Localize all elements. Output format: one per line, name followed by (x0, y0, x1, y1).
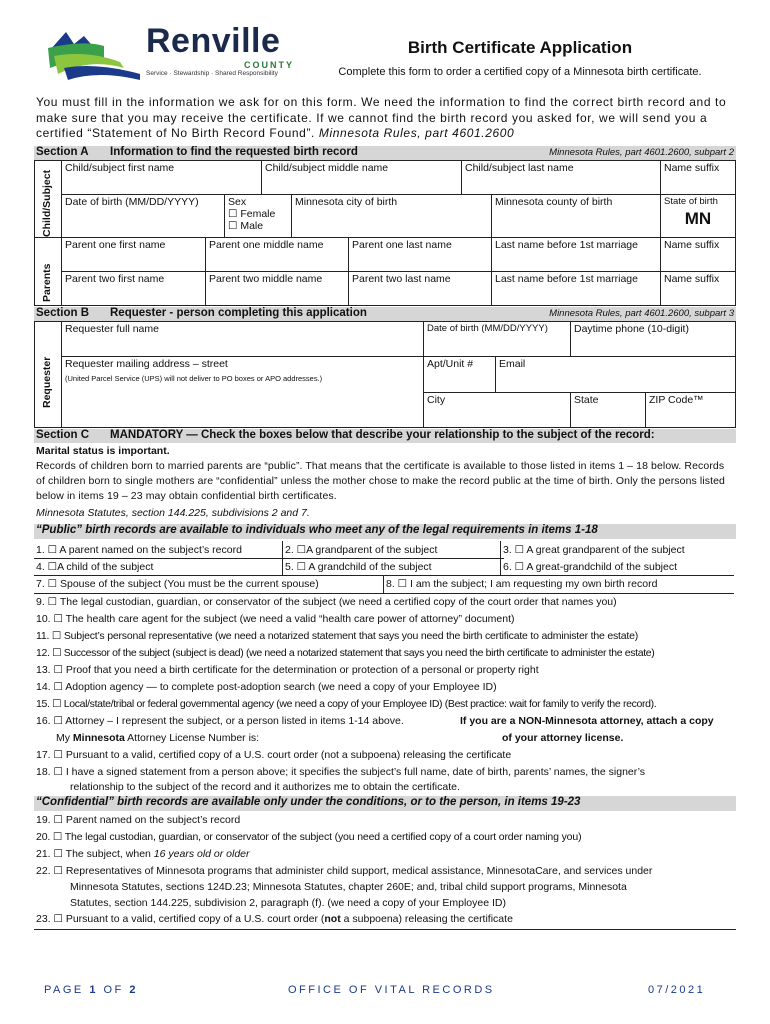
zip-label: ZIP Code™ (649, 394, 704, 406)
parent1-maiden-name-label: Last name before 1st marriage (495, 239, 638, 251)
parent1-middle-name-label: Parent one middle name (209, 239, 324, 251)
apt-unit-label: Apt/Unit # (427, 358, 474, 370)
side-label-parents: Parents (41, 263, 53, 302)
state-field[interactable] (570, 392, 646, 428)
page-title: Birth Certificate Application (407, 38, 633, 57)
option-great-grandparent[interactable]: 3. ☐ A great grandparent of the subject (503, 544, 685, 556)
child-last-name-label: Child/subject last name (465, 162, 574, 174)
parent2-first-name-field[interactable] (61, 271, 206, 306)
section-b-title: Requester - person completing this application (110, 307, 367, 319)
child-first-name-field[interactable] (61, 160, 262, 195)
attorney-note-line1: If you are a NON-Minnesota attorney, attach a copy (460, 715, 714, 727)
section-a-header (34, 146, 736, 160)
requester-address-field[interactable] (61, 356, 424, 428)
sex-label: Sex (228, 196, 247, 208)
attorney-license-line[interactable] (56, 732, 259, 745)
divider (34, 929, 736, 930)
parent2-maiden-name-label: Last name before 1st marriage (495, 273, 638, 285)
ups-note: (United Parcel Service (UPS) will not deliver to PO boxes or APO addresses.) (65, 374, 323, 383)
divider (383, 575, 384, 593)
option-conf-programs-cont1: Minnesota Statutes, sections 124D.23; Minnesota Statutes, chapter 260E; and, tribal child support programs, Minnesota (70, 881, 627, 893)
section-c-title: MANDATORY — Check the boxes below that describe your relationship to the subject of the record: (110, 429, 655, 441)
city-label: City (427, 394, 446, 406)
option-self[interactable]: 8. ☐ I am the subject; I am requesting my own birth record (386, 578, 658, 590)
side-label-child-box (34, 160, 62, 238)
child-name-suffix-field[interactable] (660, 160, 736, 195)
email-label: Email (499, 358, 526, 370)
page-total: 2 (129, 984, 138, 996)
attorney-license-pre: My (56, 732, 73, 744)
child-middle-name-label: Child/subject middle name (265, 162, 389, 174)
male-checkbox[interactable]: ☐ Male (228, 220, 264, 232)
page-subtitle: Complete this form to order a certified copy of a Minnesota birth certificate. (338, 66, 702, 78)
records-paragraph: Records of children born to married parents are “public”. That means that the certificate is available to those listed in items 1 – 18 below. Records of children born to single mothers are “confidential” unless the mother chose to make the record public at the time of birth. Only the persons listed below in items 19 – 23 may obtain confidential birth certificates. (36, 460, 725, 502)
option-government-agency[interactable]: 15. ☐ Local/state/tribal or federal governmental agency (we need a copy of your Employee ID) (Best practice: wait for family to verify the record). (36, 698, 657, 710)
option-conf-subject[interactable] (36, 848, 250, 861)
requester-phone-label: Daytime phone (10-digit) (574, 323, 689, 335)
mn-city-of-birth-label: Minnesota city of birth (295, 196, 398, 208)
parent1-maiden-name-field[interactable] (491, 237, 661, 272)
option-successor[interactable]: 12. ☐ Successor of the subject (subject is dead) (we need a notarized statement that says you need the birth certificate to administer the estate) (36, 647, 655, 659)
parent2-maiden-name-field[interactable] (491, 271, 661, 306)
confidential-records-bar: “Confidential” birth records are available only under the conditions, or to the person, in items 19-23 (34, 796, 736, 811)
option-legal-custodian[interactable]: 9. ☐ The legal custodian, guardian, or conservator of the subject (we need a certified copy of the court order that names you) (36, 596, 617, 608)
option-conf-subject-text: 21. ☐ The subject, when (36, 848, 154, 860)
option-health-care-agent[interactable]: 10. ☐ The health care agent for the subject (we need a valid “health care power of attorney” document) (36, 613, 515, 625)
option-conf-court-order-post: a subpoena) releasing the certificate (340, 913, 513, 925)
zip-field[interactable] (645, 392, 736, 428)
parent1-middle-name-field[interactable] (205, 237, 349, 272)
divider (34, 575, 734, 576)
option-conf-programs-cont2: Statutes, section 144.225, subdivision 2, paragraph (f). (we need a copy of your Employee ID) (70, 897, 506, 909)
parent1-suffix-label: Name suffix (664, 239, 720, 251)
option-spouse[interactable]: 7. ☐ Spouse of the subject (You must be the current spouse) (36, 578, 319, 590)
section-c-header (34, 429, 736, 443)
logo-county: COUNTY (244, 60, 294, 70)
state-of-birth-value: MN (684, 209, 712, 228)
parent1-first-name-field[interactable] (61, 237, 206, 272)
parent1-last-name-field[interactable] (348, 237, 492, 272)
requester-dob-field[interactable] (423, 321, 571, 357)
apt-unit-field[interactable] (423, 356, 496, 393)
option-child[interactable]: 4. ☐A child of the subject (36, 561, 154, 573)
attorney-license-bold: Minnesota (72, 732, 125, 744)
parent1-last-name-label: Parent one last name (352, 239, 452, 251)
requester-full-name-field[interactable] (61, 321, 424, 357)
option-great-grandchild[interactable]: 6. ☐ A great-grandchild of the subject (503, 561, 678, 573)
parent2-suffix-label: Name suffix (664, 273, 720, 285)
page-of: OF (97, 984, 130, 996)
child-last-name-field[interactable] (461, 160, 661, 195)
option-court-order[interactable]: 17. ☐ Pursuant to a valid, certified copy of a U.S. court order (not a subpoena) releasing the certificate (36, 749, 512, 761)
office-name: OFFICE OF VITAL RECORDS (288, 984, 495, 996)
side-label-requester-box (34, 321, 62, 428)
parent2-first-name-label: Parent two first name (65, 273, 165, 285)
mn-county-of-birth-field[interactable] (491, 194, 661, 238)
section-b-label: Section B (36, 307, 90, 319)
requester-dob-label: Date of birth (MM/DD/YYYY) (427, 323, 548, 334)
option-conf-programs[interactable]: 22. ☐ Representatives of Minnesota programs that administer child support, medical assistance, MinnesotaCare, and services under (36, 865, 653, 877)
parent2-last-name-field[interactable] (348, 271, 492, 306)
intro-text: You must fill in the information we ask for on this form. We need the information to find the correct birth record and to make sure that you may receive the certificate. If we cannot find the birth record you asked for, we will send you a certified “Statement of No Birth Record Found”. (36, 95, 727, 140)
option-conf-subject-age: 16 years old or older (153, 848, 250, 860)
divider (34, 558, 504, 559)
section-c-label: Section C (36, 429, 90, 441)
option-grandchild[interactable]: 5. ☐ A grandchild of the subject (285, 561, 432, 573)
parent1-suffix-field[interactable] (660, 237, 736, 272)
parent1-first-name-label: Parent one first name (65, 239, 166, 251)
option-conf-court-order[interactable] (36, 913, 513, 926)
county-logo (44, 22, 294, 82)
email-field[interactable] (495, 356, 736, 393)
public-records-bar: “Public” birth records are available to individuals who meet any of the legal requirements in items 1-18 (34, 524, 736, 539)
female-checkbox[interactable]: ☐ Female (228, 208, 276, 220)
divider (500, 541, 501, 575)
section-b-rule: Minnesota Rules, part 4601.2600, subpart 3 (549, 308, 734, 319)
option-proof-of-need[interactable]: 13. ☐ Proof that you need a birth certificate for the determination or protection of a personal or property right (36, 664, 539, 676)
side-label-parents-box (34, 237, 62, 306)
option-conf-court-order-pre: 23. ☐ Pursuant to a valid, certified copy of a U.S. court order ( (36, 913, 325, 925)
mn-county-of-birth-label: Minnesota county of birth (495, 196, 613, 208)
logo-tagline: Service · Stewardship · Shared Responsibility (146, 70, 278, 77)
option-signed-statement-cont: relationship to the subject of the record and it authorizes me to obtain the certificate. (70, 781, 460, 793)
section-b-header (34, 307, 736, 321)
requester-full-name-label: Requester full name (65, 323, 159, 335)
page-number: 1 (89, 984, 98, 996)
attorney-note-line2: of your attorney license. (502, 732, 624, 744)
marital-status-note: Marital status is important. (36, 445, 170, 457)
option-attorney[interactable]: 16. ☐ Attorney – I represent the subject, or a person listed in items 1-14 above. (36, 715, 404, 727)
section-a-label: Section A (36, 146, 89, 158)
divider (34, 593, 734, 594)
parent2-middle-name-field[interactable] (205, 271, 349, 306)
option-conf-custodian[interactable]: 20. ☐ The legal custodian, guardian, or conservator of the subject (you need a certified copy of a court order naming you) (36, 831, 582, 843)
requester-phone-field[interactable] (570, 321, 736, 357)
parent2-last-name-label: Parent two last name (352, 273, 451, 285)
city-field[interactable] (423, 392, 571, 428)
divider (282, 541, 283, 575)
attorney-license-post: Attorney License Number is: (124, 732, 260, 744)
child-name-suffix-label: Name suffix (664, 162, 720, 174)
option-signed-statement[interactable]: 18. ☐ I have a signed statement from a person above; it specifies the subject’s full name, date of birth, parents’ names, the signer’s (36, 766, 646, 778)
intro-paragraph (36, 95, 736, 142)
child-dob-label: Date of birth (MM/DD/YYYY) (65, 196, 199, 208)
mn-city-of-birth-field[interactable] (291, 194, 492, 238)
parent2-middle-name-label: Parent two middle name (209, 273, 323, 285)
child-middle-name-field[interactable] (261, 160, 462, 195)
intro-rule: Minnesota Rules, part 4601.2600 (318, 126, 515, 140)
state-of-birth-label: State of birth (664, 196, 718, 207)
option-conf-court-order-bold: not (324, 913, 341, 925)
revision-date: 07/2021 (648, 984, 706, 996)
page-indicator (44, 984, 138, 996)
option-adoption-agency[interactable]: 14. ☐ Adoption agency — to complete post-adoption search (we need a copy of your Employee ID) (36, 681, 497, 693)
option-grandparent[interactable]: 2. ☐A grandparent of the subject (285, 544, 438, 556)
statute-citation: Minnesota Statutes, section 144.225, subdivisions 2 and 7. (36, 507, 310, 519)
option-conf-parent[interactable]: 19. ☐ Parent named on the subject’s record (36, 814, 241, 826)
child-first-name-label: Child/subject first name (65, 162, 175, 174)
section-a-title: Information to find the requested birth record (110, 146, 358, 158)
logo-emblem-icon (44, 22, 144, 82)
side-label-child: Child/Subject (41, 169, 53, 237)
page-prefix: PAGE (44, 984, 90, 996)
option-personal-representative[interactable]: 11. ☐ Subject’s personal representative (we need a notarized statement that says you need the birth certificate to administer the estate) (36, 630, 639, 642)
state-label: State (574, 394, 599, 406)
parent2-suffix-field[interactable] (660, 271, 736, 306)
side-label-requester: Requester (41, 356, 53, 408)
sex-group (224, 194, 292, 238)
state-of-birth-field (660, 194, 736, 238)
child-dob-field[interactable] (61, 194, 225, 238)
option-parent[interactable]: 1. ☐ A parent named on the subject’s record (36, 544, 242, 556)
logo-name: Renville (146, 22, 281, 60)
requester-address-label: Requester mailing address – street (65, 358, 228, 370)
section-a-rule: Minnesota Rules, part 4601.2600, subpart 2 (549, 147, 734, 158)
